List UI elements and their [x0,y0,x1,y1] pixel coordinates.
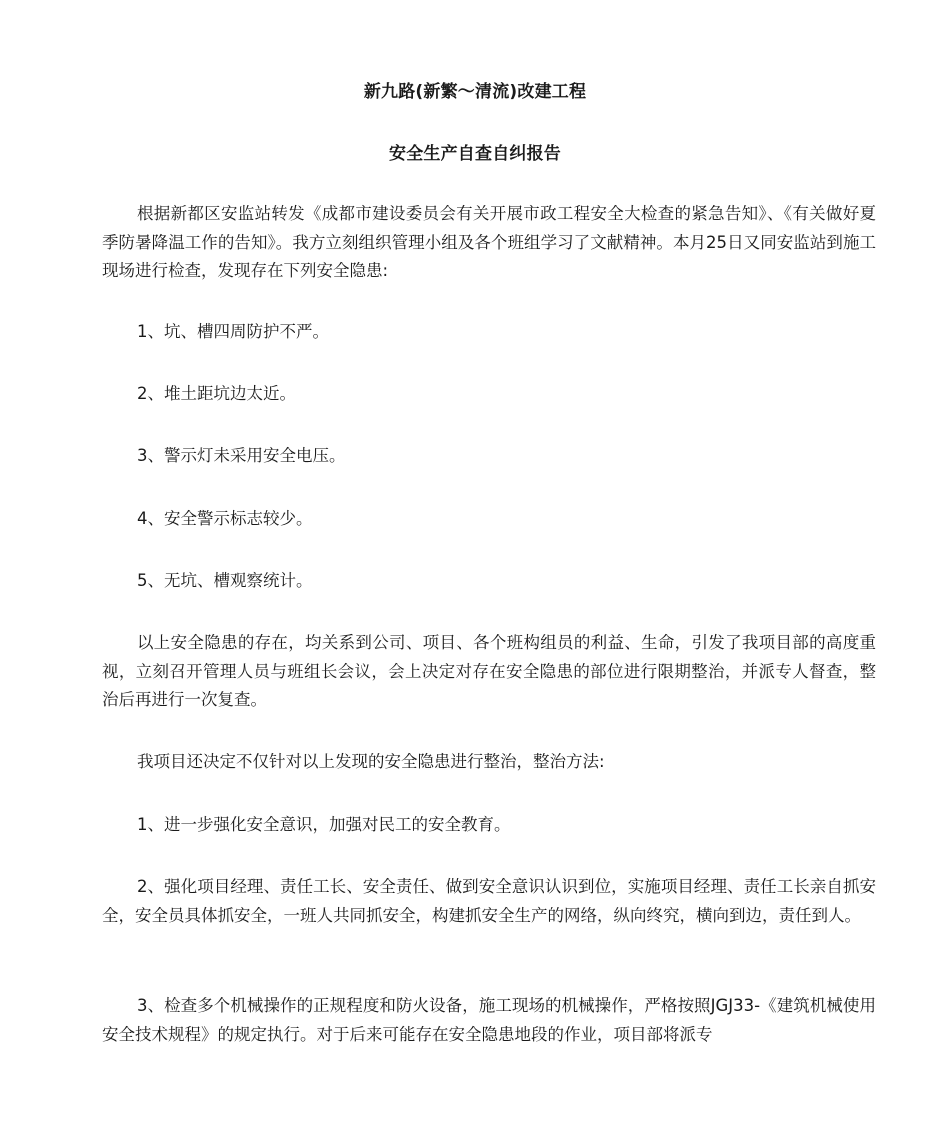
document-subtitle: 安全生产自查自纠报告 [389,144,561,164]
method-item-2: 2、强化项目经理、责任工长、安全责任、做到安全意识认识到位，实施项目经理、责任工长亲自抓安全，安全员具体抓安全，一班人共同抓安全，构建抓安全生产的网络，纵向终究，横向到边，责任到人。 [102,877,876,925]
hazard-item-5: 5、无坑、槽观察统计。 [137,571,313,590]
paragraph-response: 以上安全隐患的存在，均关系到公司、项目、各个班构组员的利益、生命，引发了我项目部的高度重视，立刻召开管理人员与班组长会议，会上决定对存在安全隐患的部位进行限期整治，并派专人督查，整治后再进行一次复查。 [102,633,876,709]
hazard-item-4: 4、安全警示标志较少。 [137,509,313,528]
paragraph-intro: 根据新都区安监站转发《成都市建设委员会有关开展市政工程安全大检查的紧急告知》、《有关做好夏季防暑降温工作的告知》。我方立刻组织管理小组及各个班组学习了文献精神。本月25日又同安监站到施工现场进行检查，发现存在下列安全隐患: [102,204,876,280]
paragraph-methods-intro: 我项目还决定不仅针对以上发现的安全隐患进行整治，整治方法: [137,752,605,771]
method-item-1: 1、进一步强化安全意识，加强对民工的安全教育。 [137,815,511,834]
document-title: 新九路(新繁～清流)改建工程 [363,82,587,102]
method-item-3: 3、检查多个机械操作的正规程度和防火设备，施工现场的机械操作，严格按照JGJ33-《建筑机械使用安全技术规程》的规定执行。对于后来可能存在安全隐患地段的作业，项目部将派专 [102,996,876,1044]
hazard-item-1: 1、坑、槽四周防护不严。 [137,322,329,341]
hazard-item-2: 2、堆土距坑边太近。 [137,384,296,403]
hazard-item-3: 3、警示灯未采用安全电压。 [137,446,346,465]
